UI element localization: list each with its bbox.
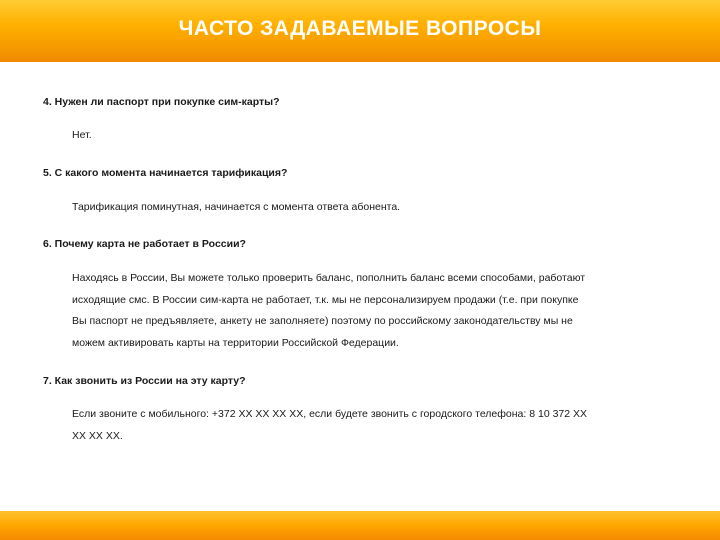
faq-question-4: 4. Нужен ли паспорт при покупке сим-карты? — [43, 96, 280, 108]
faq-answer-line: XX XX XX. — [72, 429, 123, 442]
faq-answer-line: Если звоните с мобильного: +372 XX XX XX XX, если будете звонить с городского телефона: 8 10 372 XX — [72, 408, 588, 420]
faq-answer-line: Находясь в России, Вы можете только проверить баланс, пополнить баланс всеми способами, работают — [72, 272, 586, 284]
faq-answer-7 — [72, 404, 682, 447]
faq-question-6: 6. Почему карта не работает в России? — [43, 238, 246, 250]
faq-answer-line: можем активировать карты на территории Российской Федерации. — [72, 336, 399, 349]
faq-answer-line: Тарификация поминутная, начинается с момента ответа абонента. — [72, 201, 401, 213]
faq-answer-line: Вы паспорт не предъявляете, анкету не заполняете) поэтому по российскому законодательству мы не — [72, 315, 573, 327]
faq-question-5: 5. С какого момента начинается тарификация? — [43, 167, 288, 179]
footer-bar — [0, 511, 720, 540]
faq-question-7: 7. Как звонить из России на эту карту? — [43, 375, 246, 387]
faq-answer-4 — [72, 125, 682, 147]
faq-answer-6 — [72, 268, 682, 354]
page-title: ЧАСТО ЗАДАВАЕМЫЕ ВОПРОСЫ — [178, 17, 542, 40]
faq-answer-line: исходящие смс. В России сим-карта не работает, т.к. мы не персонализируем продажи (т.е. при покупке — [72, 293, 579, 306]
faq-answer-line: Нет. — [72, 129, 92, 141]
faq-answer-5 — [72, 197, 682, 219]
